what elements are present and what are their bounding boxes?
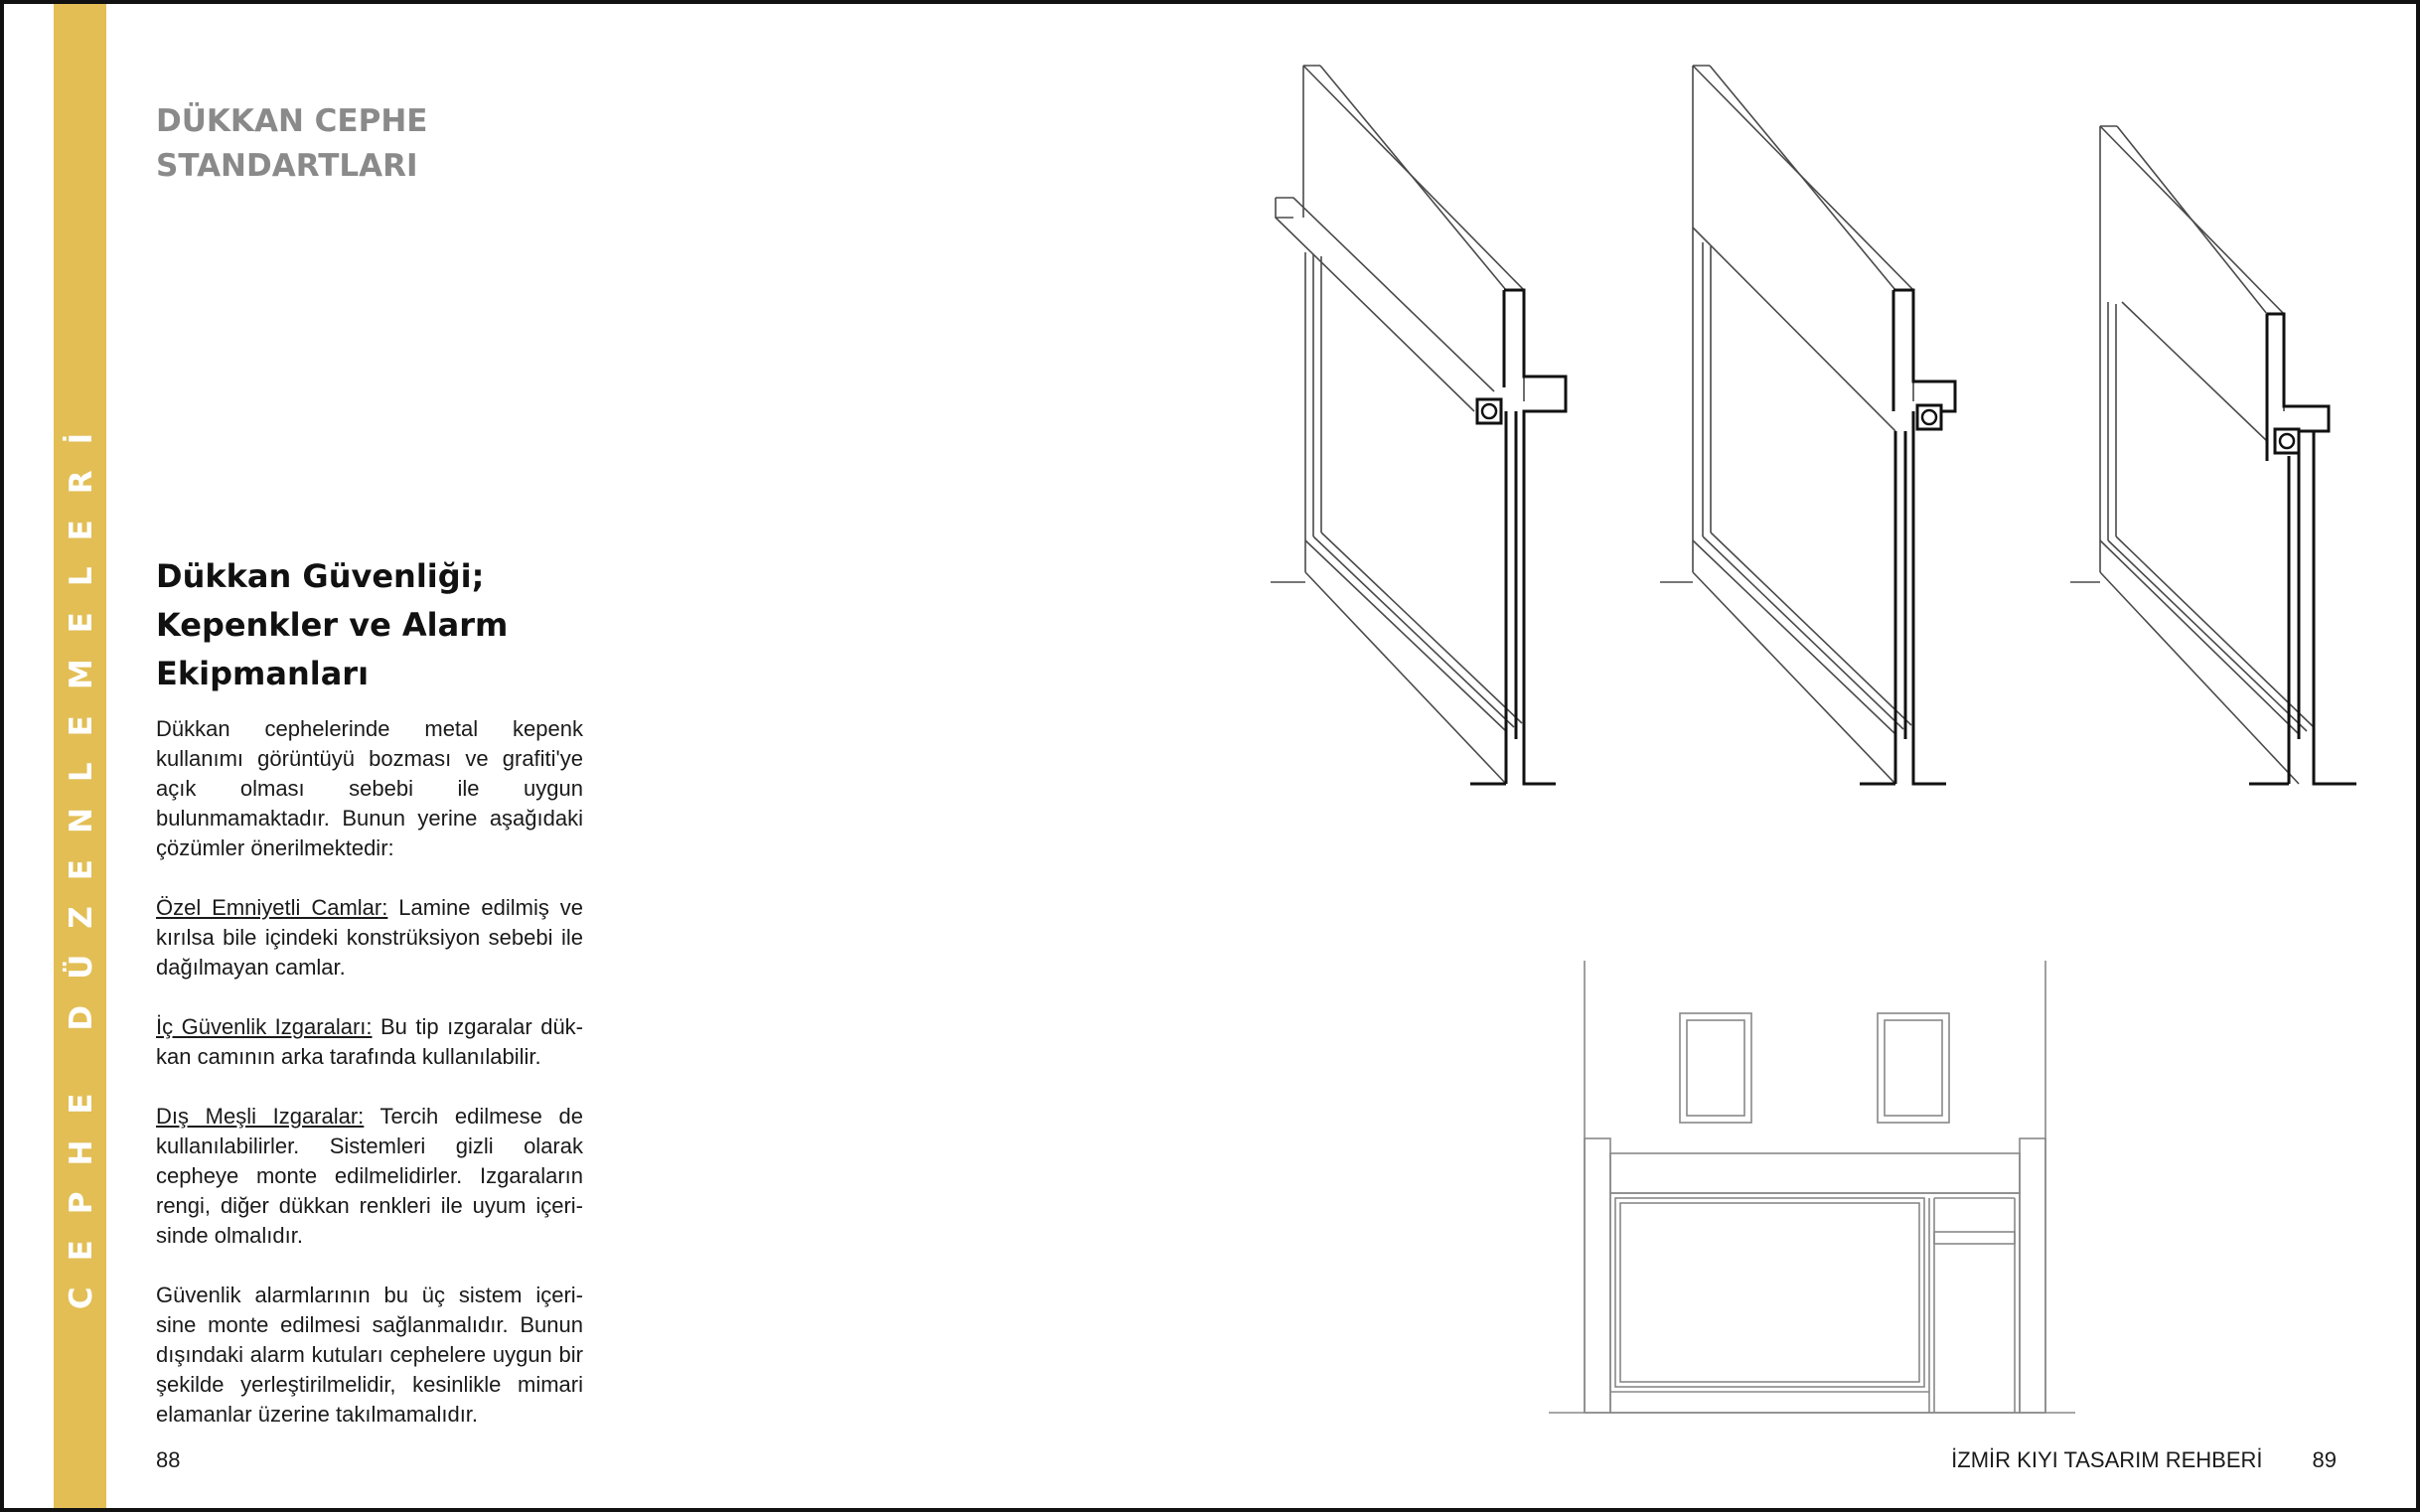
safety-glass-label: Özel Emniyetli Camlar: (156, 895, 388, 920)
alarm-paragraph: Güvenlik alarmlarının bu üç sistem içeri-sine monte edilmesi sağlanmalıdır. Bunun dışındaki alarm kutuları cephelere uygun bir şekilde yerleştirilmelidir, kesinlikle mimari elamanlar üzerine takılmamalıdır. (156, 1283, 583, 1427)
section-title-line-3: Ekipmanları (156, 655, 370, 692)
safety-glass-text: Lamine edilmiş ve kırılsa bile içindeki konstrüksiyon sebebi ile dağılmayan camlar. (156, 895, 584, 980)
section-title-line-1: Dükkan Güvenliği; (156, 557, 485, 595)
intro-paragraph: Dükkan cephelerinde metal kepenk kullanımı görüntüyü bozması ve grafiti'ye açık olması sebebi ile uygun bulunmamaktadır. Bunun yerine aşağıdaki çözümler önerilmektedir: (156, 716, 583, 860)
shutter-section-drawing-1 (1271, 66, 1566, 784)
inner-grille-label: İç Güvenlik Izgaraları: (156, 1014, 373, 1039)
shutter-section-drawing-3 (2070, 126, 2356, 784)
page-heading-line-1: DÜKKAN CEPHE (156, 103, 428, 139)
page-number-right: 89 (2312, 1447, 2337, 1472)
guide-title: İZMİR KIYI TASARIM REHBERİ (1951, 1447, 2263, 1472)
inner-grille-text: Bu tip ızgaralar dük-kan camının arka tarafında kullanılabilir. (156, 1014, 584, 1069)
outer-mesh-text: Tercih edilmese de kullanılabilirler. Sistemleri gizli olarak cepheye monte edilmelidirler. Izgaraların rengi, diğer dükkan renkleri ile uyum içeri-sinde olmalıdır. (156, 1104, 583, 1248)
page-heading-line-2: STANDARTLARI (156, 148, 418, 184)
shutter-section-drawing-2 (1660, 66, 1955, 784)
side-section-label: CEPHE DÜZENLEMELERİ (64, 406, 99, 1310)
illustrations (4, 4, 2420, 1512)
section-title-line-2: Kepenkler ve Alarm (156, 606, 509, 644)
shopfront-elevation-drawing (1549, 961, 2075, 1413)
page-number-left: 88 (156, 1447, 181, 1472)
outer-mesh-label: Dış Meşli Izgaralar: (156, 1104, 365, 1129)
